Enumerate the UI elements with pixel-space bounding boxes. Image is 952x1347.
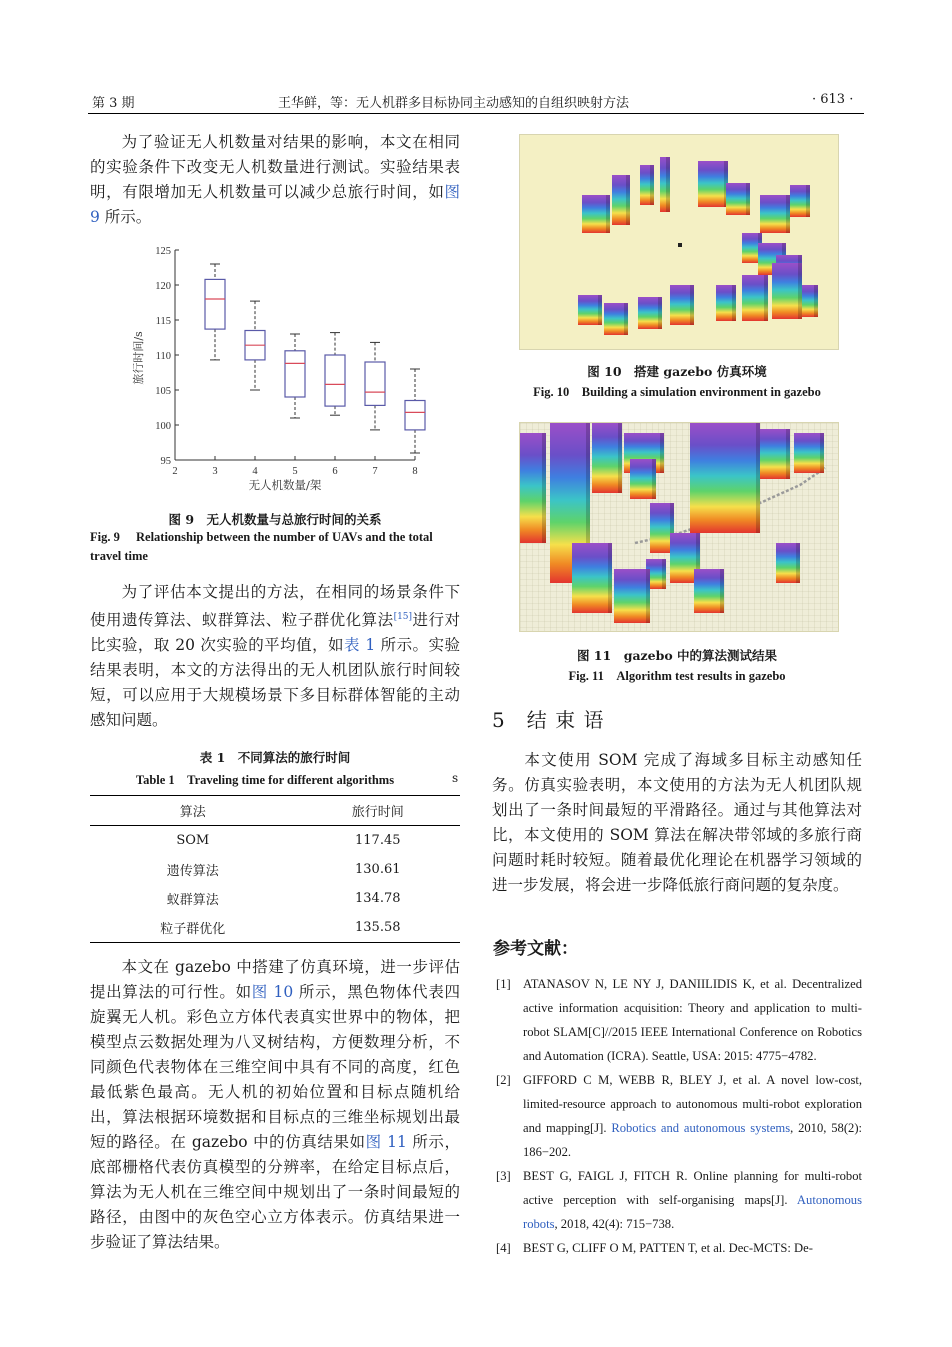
fig9-caption-cn: 图 9 无人机数量与总旅行时间的关系 bbox=[168, 512, 382, 527]
header-page: · 613 · bbox=[812, 92, 854, 107]
para2-text-c: 所示。实验结果表明，本文的方法得出的无人机团队旅行时间较短，可以应用于大规模场景下多目标群体智能的主动感知问题。 bbox=[90, 636, 460, 730]
ref-tail: , 2010, 58(2): 186−202. bbox=[523, 1121, 863, 1159]
box-body bbox=[325, 355, 345, 406]
header-rule bbox=[88, 113, 864, 114]
fig9-boxplot bbox=[130, 240, 430, 502]
fig9-caption-en-text: Relationship between the number of UAVs and the total travel time bbox=[90, 530, 433, 563]
cell-algorithm: 遗传算法 bbox=[166, 864, 219, 879]
fig9-caption-en bbox=[90, 528, 462, 566]
para1-text: 为了验证无人机数量对结果的影响，本文在相同的实验条件下改变无人机数量进行测试。实验结果表明，有限增加无人机数量可以减少总旅行时间，如 bbox=[90, 133, 460, 201]
fig11-caption-cn: 图 11 gazebo 中的算法测试结果 bbox=[576, 648, 778, 663]
fig10-gazebo-scene bbox=[519, 134, 839, 350]
cell-time: 134.78 bbox=[355, 891, 401, 906]
fig10-voxel-stack bbox=[802, 285, 818, 317]
reference-list bbox=[496, 972, 862, 1260]
ref-text: BEST G, CLIFF O M, PATTEN T, et al. Dec-MCTS: De- bbox=[523, 1241, 813, 1255]
cell-time: 135.58 bbox=[355, 920, 401, 935]
fig11-voxel-stack bbox=[794, 433, 824, 473]
fig11-voxel-stack bbox=[592, 423, 622, 493]
fig10-voxel-stack bbox=[790, 185, 810, 217]
box-body bbox=[365, 362, 385, 405]
para2-text-b: 进行对比实验，取 20 次实验的平均值，如 bbox=[90, 611, 460, 655]
y-tick-label: 95 bbox=[160, 456, 171, 467]
paragraph-1 bbox=[90, 130, 460, 230]
reference-item bbox=[496, 972, 862, 1068]
box-body bbox=[205, 279, 225, 329]
para1-end: 所示。 bbox=[99, 208, 152, 226]
fig11-voxel-stack bbox=[690, 423, 760, 533]
fig11-voxel-stack bbox=[572, 543, 612, 613]
reference-item bbox=[496, 1236, 862, 1260]
fig9-ref-link[interactable]: 图 9 bbox=[90, 183, 460, 226]
header-title: 王华鲜，等：无人机群多目标协同主动感知的自组织映射方法 bbox=[278, 96, 630, 111]
ref-text: GIFFORD C M, WEBB R, BLEY J, et al. A novel low-cost, limited-resource approach to autonomous multi-robot exploration and mapping[J]. bbox=[523, 1073, 862, 1135]
conclusion-text: 本文使用 SOM 完成了海域多目标主动感知任务。仿真实验表明，本文使用的方法为无人机团队规划出了一条时间最短的平滑路径。通过与其他算法对比，本文使用的 SOM 算法在解决带邻域的多旅行商问题时耗时较短。随着最优化理论在机器学习领域的进一步发展，将会进一步降低旅行商问题的复杂度。 bbox=[492, 751, 862, 894]
fig11-gazebo-result bbox=[519, 422, 839, 632]
para3-text-b: 所示，黑色物体代表四旋翼无人机。彩色立方体代表真实世界中的物体，把模型点云数据处理为八叉树结构，方便数理分析，不同颜色代表物体在三维空间中具有不同的高度，红色最低紫色最高。无人机的初始位置和目标点随机给出，算法根据环境数据和目标点的三维坐标规划出最短的路径。在 gazebo 中的仿真结果如 bbox=[90, 983, 460, 1151]
x-tick-label: 5 bbox=[292, 466, 298, 477]
x-tick-label: 2 bbox=[172, 466, 178, 477]
fig10-voxel-stack bbox=[772, 263, 802, 319]
x-tick-label: 4 bbox=[252, 466, 258, 477]
fig10-voxel-stack bbox=[660, 157, 670, 212]
fig11-ref-link[interactable]: 图 11 bbox=[365, 1133, 407, 1151]
cell-algorithm: SOM bbox=[176, 833, 210, 848]
ref-journal-link[interactable]: Robotics and autonomous systems bbox=[611, 1121, 791, 1135]
ref-number: [2] bbox=[496, 1073, 511, 1087]
fig11-voxel-stack bbox=[776, 543, 800, 583]
x-tick-label: 7 bbox=[372, 466, 378, 477]
x-tick-label: 8 bbox=[412, 466, 418, 477]
x-tick-label: 3 bbox=[212, 466, 218, 477]
table-row bbox=[90, 913, 460, 943]
para2-text-a: 为了评估本文提出的方法，在相同的场景条件下使用遗传算法、蚁群算法、粒子群优化算法 bbox=[90, 583, 460, 630]
paragraph-2 bbox=[90, 580, 460, 733]
y-tick-label: 105 bbox=[155, 386, 171, 397]
table1-ref-link[interactable]: 表 1 bbox=[344, 636, 376, 655]
ref-number: [4] bbox=[496, 1241, 511, 1255]
ref-number: [3] bbox=[496, 1169, 511, 1183]
fig10-voxel-stack bbox=[640, 165, 654, 205]
y-tick-label: 100 bbox=[155, 421, 171, 432]
ref-text: ATANASOV N, LE NY J, DANIILIDIS K, et al. Decentralized active information acquisition: Theory and application to multi-robot SLAM[C]//2015 IEEE International Conference on Robotics and Automation (ICRA). Seattle, USA: 2015: 4775−4782. bbox=[523, 977, 862, 1063]
table-row bbox=[90, 826, 460, 856]
ref-text: BEST G, FAIGL J, FITCH R. Online planning for multi-robot active perception with self-organising maps[J]. bbox=[523, 1169, 862, 1207]
fig10-voxel-stack bbox=[604, 303, 628, 335]
y-tick-label: 125 bbox=[155, 246, 171, 257]
x-tick-label: 6 bbox=[332, 466, 338, 477]
y-axis-label: 旅行时间/s bbox=[132, 331, 145, 385]
fig11-voxel-stack bbox=[630, 459, 656, 499]
fig10-caption-cn: 图 10 搭建 gazebo 仿真环境 bbox=[587, 364, 767, 379]
fig10-caption-en: Fig. 10 Building a simulation environment in gazebo bbox=[533, 385, 821, 399]
x-axis-label: 无人机数量/架 bbox=[248, 478, 322, 492]
y-tick-label: 110 bbox=[155, 351, 171, 362]
fig10-voxel-stack bbox=[612, 175, 630, 225]
fig10-voxel-stack bbox=[670, 285, 694, 325]
fig11-voxel-stack bbox=[694, 569, 724, 613]
box-body bbox=[285, 351, 305, 397]
fig11-voxel-stack bbox=[520, 433, 546, 543]
fig10-voxel-stack bbox=[578, 295, 602, 325]
para3-text-c: 所示，底部栅格代表仿真模型的分辨率，在给定目标点后，算法为无人机在三维空间中规划出了一条时间最短的路径，由图中的灰色空心立方体表示。仿真结果进一步验证了算法结果。 bbox=[90, 1133, 460, 1251]
reference-item bbox=[496, 1068, 862, 1164]
box-body bbox=[405, 401, 425, 430]
table-row bbox=[90, 884, 460, 913]
fig10-voxel-stack bbox=[742, 275, 768, 321]
cell-time: 130.61 bbox=[355, 862, 401, 877]
fig10-voxel-stack bbox=[760, 195, 790, 233]
header-issue: 第 3 期 bbox=[92, 96, 135, 111]
fig10-voxel-stack bbox=[698, 161, 728, 207]
ref-number: [1] bbox=[496, 977, 511, 991]
col-header-time: 旅行时间 bbox=[351, 805, 404, 820]
fig10-voxel-stack bbox=[716, 285, 736, 321]
ref-journal-link[interactable]: Autonomous robots bbox=[523, 1193, 862, 1231]
y-tick-label: 115 bbox=[155, 316, 171, 327]
para3-text-a: 本文在 gazebo 中搭建了仿真环境，进一步评估提出算法的可行性。如 bbox=[90, 958, 460, 1001]
col-header-algorithm: 算法 bbox=[179, 805, 206, 820]
fig11-voxel-stack bbox=[614, 569, 650, 623]
fig11-caption-en: Fig. 11 Algorithm test results in gazebo bbox=[568, 669, 786, 683]
table-row bbox=[90, 855, 460, 884]
paragraph-3 bbox=[90, 955, 460, 1255]
table1-caption-cn: 表 1 不同算法的旅行时间 bbox=[199, 750, 351, 765]
ref-tail: , 2018, 42(4): 715−738. bbox=[554, 1217, 675, 1231]
fig10-ref-link[interactable]: 图 10 bbox=[251, 983, 294, 1001]
table-header-row bbox=[90, 796, 460, 826]
conclusion-paragraph bbox=[492, 748, 862, 898]
fig11-voxel-stack bbox=[760, 429, 790, 479]
section-title: 5 结 束 语 bbox=[492, 708, 605, 732]
table1 bbox=[90, 795, 460, 943]
fig10-voxel-stack bbox=[638, 297, 662, 329]
y-tick-label: 120 bbox=[155, 281, 171, 292]
uav-marker-icon bbox=[678, 243, 682, 247]
fig10-voxel-stack bbox=[582, 195, 610, 233]
cell-algorithm: 蚁群算法 bbox=[166, 893, 219, 908]
references-title: 参考文献： bbox=[493, 939, 578, 959]
table1-caption-en: Table 1 Traveling time for different algorithms bbox=[135, 773, 395, 787]
reference-item bbox=[496, 1164, 862, 1236]
cell-algorithm: 粒子群优化 bbox=[160, 922, 226, 937]
fig10-voxel-stack bbox=[726, 183, 750, 215]
table1-unit: s bbox=[452, 771, 459, 785]
cell-time: 117.45 bbox=[355, 833, 401, 848]
fig9-label: Fig. 9 bbox=[90, 530, 120, 544]
citation-15[interactable]: [15] bbox=[393, 612, 413, 622]
